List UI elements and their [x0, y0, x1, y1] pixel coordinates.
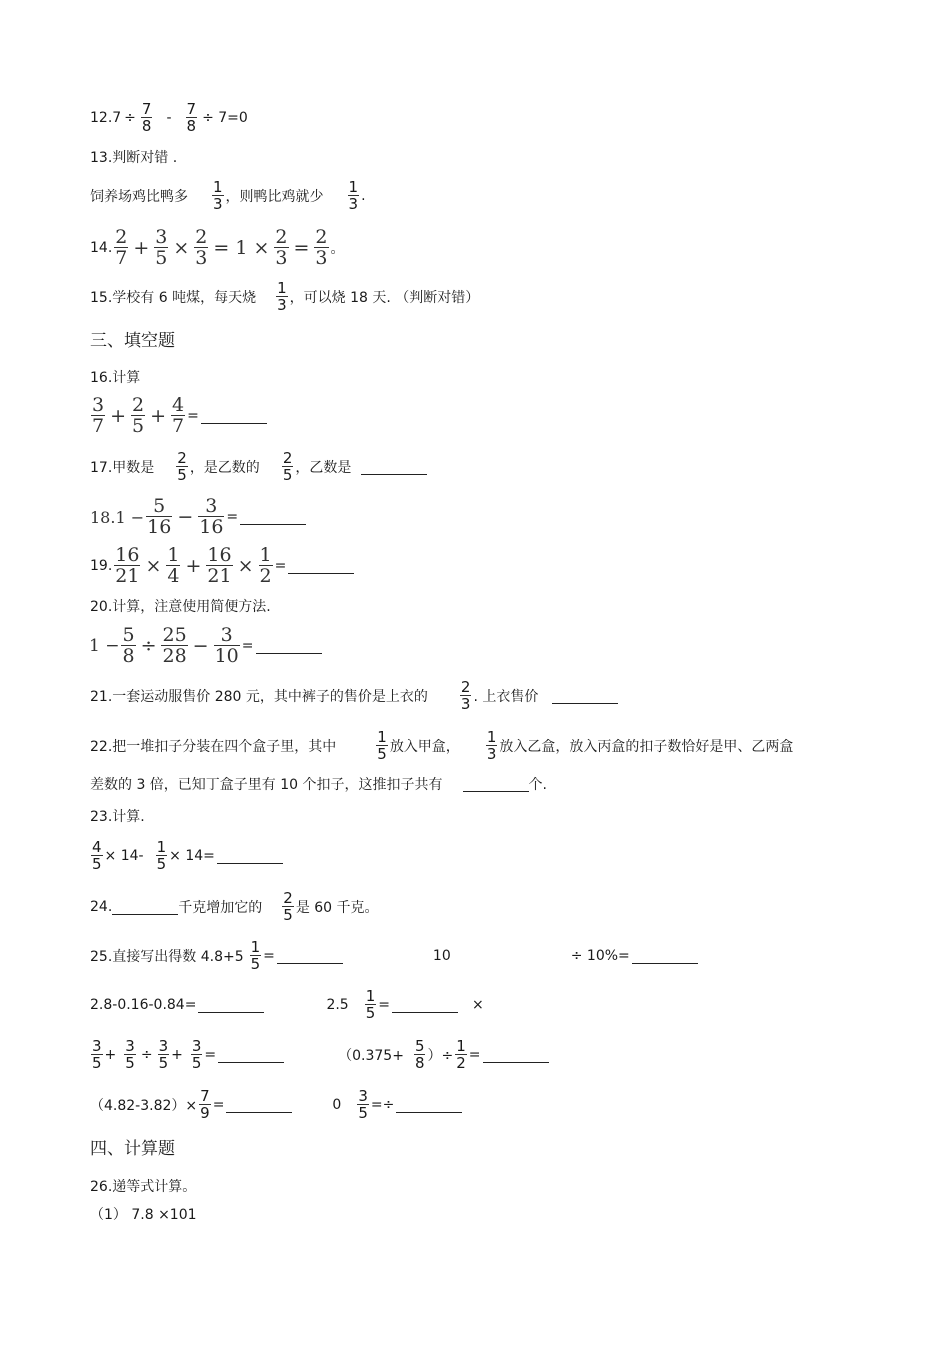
q19-line: 19. $\frac{16}{21}$ × $\frac{1}{4}$ + $\frac{16}{21}$ × $\frac{1}{2}$ = [90, 546, 354, 586]
q24-frac: 2 5 [283, 889, 293, 924]
q15-frac: 1 3 [277, 279, 287, 314]
q12-suffix: ÷ 7=0 [202, 110, 248, 126]
q20-expr: 1 − $\frac{5}{8}$ ÷ $\frac{25}{28}$ − $\frac{3}{10}$ = [89, 626, 322, 666]
q20-frac-a: $\frac{5}{8}$ [122, 624, 135, 667]
q17-answer-blank[interactable] [361, 460, 427, 475]
q25-r2-blank2[interactable] [392, 998, 458, 1013]
q13-title: 13.判断对错 . [90, 150, 178, 166]
q19-frac-d: $\frac{1}{2}$ [259, 544, 272, 587]
q26-title: 26.递等式计算。 [90, 1179, 197, 1195]
q21-answer-blank[interactable] [552, 689, 618, 704]
q23-expr: $\frac{4}{5}$ × 14- $\frac{1}{5}$ × 14= [89, 836, 283, 876]
q14-frac-a: 2 7 [115, 226, 128, 269]
q20-frac-c: $\frac{3}{10}$ [214, 624, 239, 667]
q12-prefix: 12.7 [90, 110, 122, 126]
q21-text2: . 上衣售价 [473, 689, 539, 705]
q17-text2: ，是乙数的 [189, 460, 260, 476]
q19-frac-a: $\frac{16}{21}$ [115, 544, 140, 587]
q14-frac-d: $\frac{2}{3}$ [275, 226, 288, 269]
q20-frac-b: $\frac{25}{28}$ [162, 624, 187, 667]
q25-r4-frac-f: $\frac{7}{9}$ [200, 1087, 210, 1122]
q23-frac-b: $\frac{1}{5}$ [156, 838, 167, 873]
q22-answer-blank[interactable] [463, 777, 529, 792]
q22-line2: 差数的 3 倍，已知丁盒子里有 10 个扣子，这推扣子共有 个. [90, 764, 547, 804]
q16-answer-blank[interactable] [201, 409, 267, 424]
q12-div: ÷ [124, 110, 136, 126]
q16-frac-a: 3 7 [92, 394, 105, 437]
q25-r1-blank2[interactable] [632, 949, 698, 964]
q25-r1-blank1[interactable] [277, 949, 343, 964]
q25-row2: 2.8-0.16-0.84= 2.5 $\frac{1}{5}$ = × [90, 987, 484, 1022]
q17-frac2: 2 5 [282, 449, 293, 484]
q14-frac-c: $\frac{2}{3}$ [195, 226, 208, 269]
q25-row1: 25.直接写出得数 4.8+5 $\frac{1}{5}$ = 10 ÷ 10%= [90, 936, 890, 976]
q22-line2a: 差数的 3 倍，已知丁盒子里有 10 个扣子，这推扣子共有 [90, 777, 443, 793]
q25-row4: （4.82-3.82）× $\frac{7}{9}$ = 0 $\frac{3}{5}$ =÷ [90, 1085, 890, 1125]
q19-frac-b: $\frac{1}{4}$ [167, 544, 180, 587]
q25-r3-blank1[interactable] [218, 1048, 284, 1063]
q15-text2: ，可以烧 18 天. （判断对错） [289, 290, 480, 306]
q17-text1: 17.甲数是 [90, 460, 155, 476]
q22-text2: 放入甲盒， [389, 739, 460, 755]
q13-text2: ，则鸭比鸡就少 [225, 189, 324, 205]
q25-r3-frac-c: $\frac{3}{5}$ [158, 1037, 169, 1072]
q19-prefix: 19. [90, 558, 113, 574]
q20-answer-blank[interactable] [256, 639, 322, 654]
q25-r3-frac-f: 5 8 [414, 1037, 425, 1072]
q12-minus: - [166, 110, 172, 126]
q16-frac-b: $\frac{2}{5}$ [132, 394, 145, 437]
q22-frac1: 1 5 [377, 728, 387, 763]
q24-text2: 是 60 千克。 [295, 900, 379, 916]
q15-line [90, 277, 479, 317]
q19-frac-c: $\frac{16}{21}$ [207, 544, 232, 587]
q22-frac2: 1 3 [486, 728, 497, 763]
q14-frac-b: $\frac{3}{5}$ [155, 226, 168, 269]
q25-row3: 3 5 + $\frac{3}{5}$ ÷ $\frac{3}{5}$ + $\frac{3}{5}$ = （0.375+ 5 8 ）÷ $\frac{1}{2}$ = [89, 1035, 889, 1075]
q25-r4-blank2[interactable] [396, 1098, 462, 1113]
q17-text3: ，乙数是 [295, 460, 352, 476]
q24-answer-blank[interactable] [112, 900, 178, 915]
q18-frac-b: $\frac{3}{16}$ [199, 495, 224, 538]
q24-line: 24. 千克增加它的 2 5 是 60 千克。 [90, 889, 379, 924]
q25-r4-frac-g: $\frac{3}{5}$ [358, 1087, 368, 1122]
q14-prefix: 14. [90, 240, 113, 256]
q25-r1-frac: $\frac{1}{5}$ [250, 938, 261, 973]
q21-line [90, 676, 618, 716]
q25-r3-frac-h: $\frac{1}{2}$ [456, 1037, 466, 1072]
q16-expr: 3 7 + $\frac{2}{5}$ + $\frac{4}{7}$ = [89, 396, 267, 436]
q22-line1 [90, 726, 793, 766]
q12-frac1: $\frac{7}{8}$ [141, 100, 152, 135]
q18-answer-blank[interactable] [240, 510, 306, 525]
q16-title: 16.计算 [90, 370, 141, 386]
q14-frac-e: $\frac{2}{3}$ [315, 226, 328, 269]
q25-r3-frac-b: $\frac{3}{5}$ [125, 1037, 135, 1072]
q18-line: 18.1 − $\frac{5}{16}$ − $\frac{3}{16}$ = [90, 497, 306, 537]
q13-frac1: 1 3 [213, 178, 223, 213]
q18-prefix: 18.1 − [90, 507, 145, 527]
q17-line [90, 447, 427, 487]
q25-r3-blank2[interactable] [483, 1048, 549, 1063]
q17-frac1: 2 5 [177, 449, 187, 484]
q22-text1: 22.把一堆扣子分装在四个盒子里，其中 [90, 739, 337, 755]
q20-title: 20.计算，注意使用简便方法. [90, 599, 271, 615]
q25-r2-blank1[interactable] [198, 998, 264, 1013]
q25-r4-blank1[interactable] [226, 1098, 292, 1113]
q26-item1: （1） 7.8 ×101 [90, 1207, 197, 1223]
q14-line: 14. 2 7 + $\frac{3}{5}$ × $\frac{2}{3}$ = 1 × $\frac{2}{3}$ = $\frac{2}{3}$ 。 [90, 226, 345, 269]
q22-text3: 放入乙盒，放入丙盒的扣子数恰好是甲、乙两盒 [499, 739, 794, 755]
q18-frac-a: $\frac{5}{16}$ [147, 495, 172, 538]
q23-frac-a: $\frac{4}{5}$ [92, 838, 102, 873]
q19-answer-blank[interactable] [288, 559, 354, 574]
q12-frac2: $\frac{7}{8}$ [186, 100, 197, 135]
q15-text1: 15.学校有 6 吨煤，每天烧 [90, 290, 257, 306]
q13-frac2: 1 3 [348, 178, 359, 213]
q24-text1: 千克增加它的 [178, 900, 263, 916]
q25-r3-frac-d: $\frac{3}{5}$ [191, 1037, 202, 1072]
q13-text1: 饲养场鸡比鸭多 [90, 189, 188, 205]
q25-r2-frac: $\frac{1}{5}$ [365, 987, 376, 1022]
q16-frac-c: $\frac{4}{7}$ [172, 394, 185, 437]
section-heading-3: 三、填空题 [90, 331, 175, 351]
q21-text1: 21.一套运动服售价 280 元，其中裤子的售价是上衣的 [90, 689, 428, 705]
q23-answer-blank[interactable] [217, 849, 283, 864]
q25-r3-frac-a: 3 5 [92, 1037, 102, 1072]
q21-frac: 2 3 [460, 678, 471, 713]
q23-title: 23.计算. [90, 809, 145, 825]
section-heading-4: 四、计算题 [90, 1139, 175, 1159]
q13-statement: 饲养场鸡比鸭多 1 3 ，则鸭比鸡就少 1 3 . [90, 178, 366, 213]
q12-line [90, 98, 251, 138]
